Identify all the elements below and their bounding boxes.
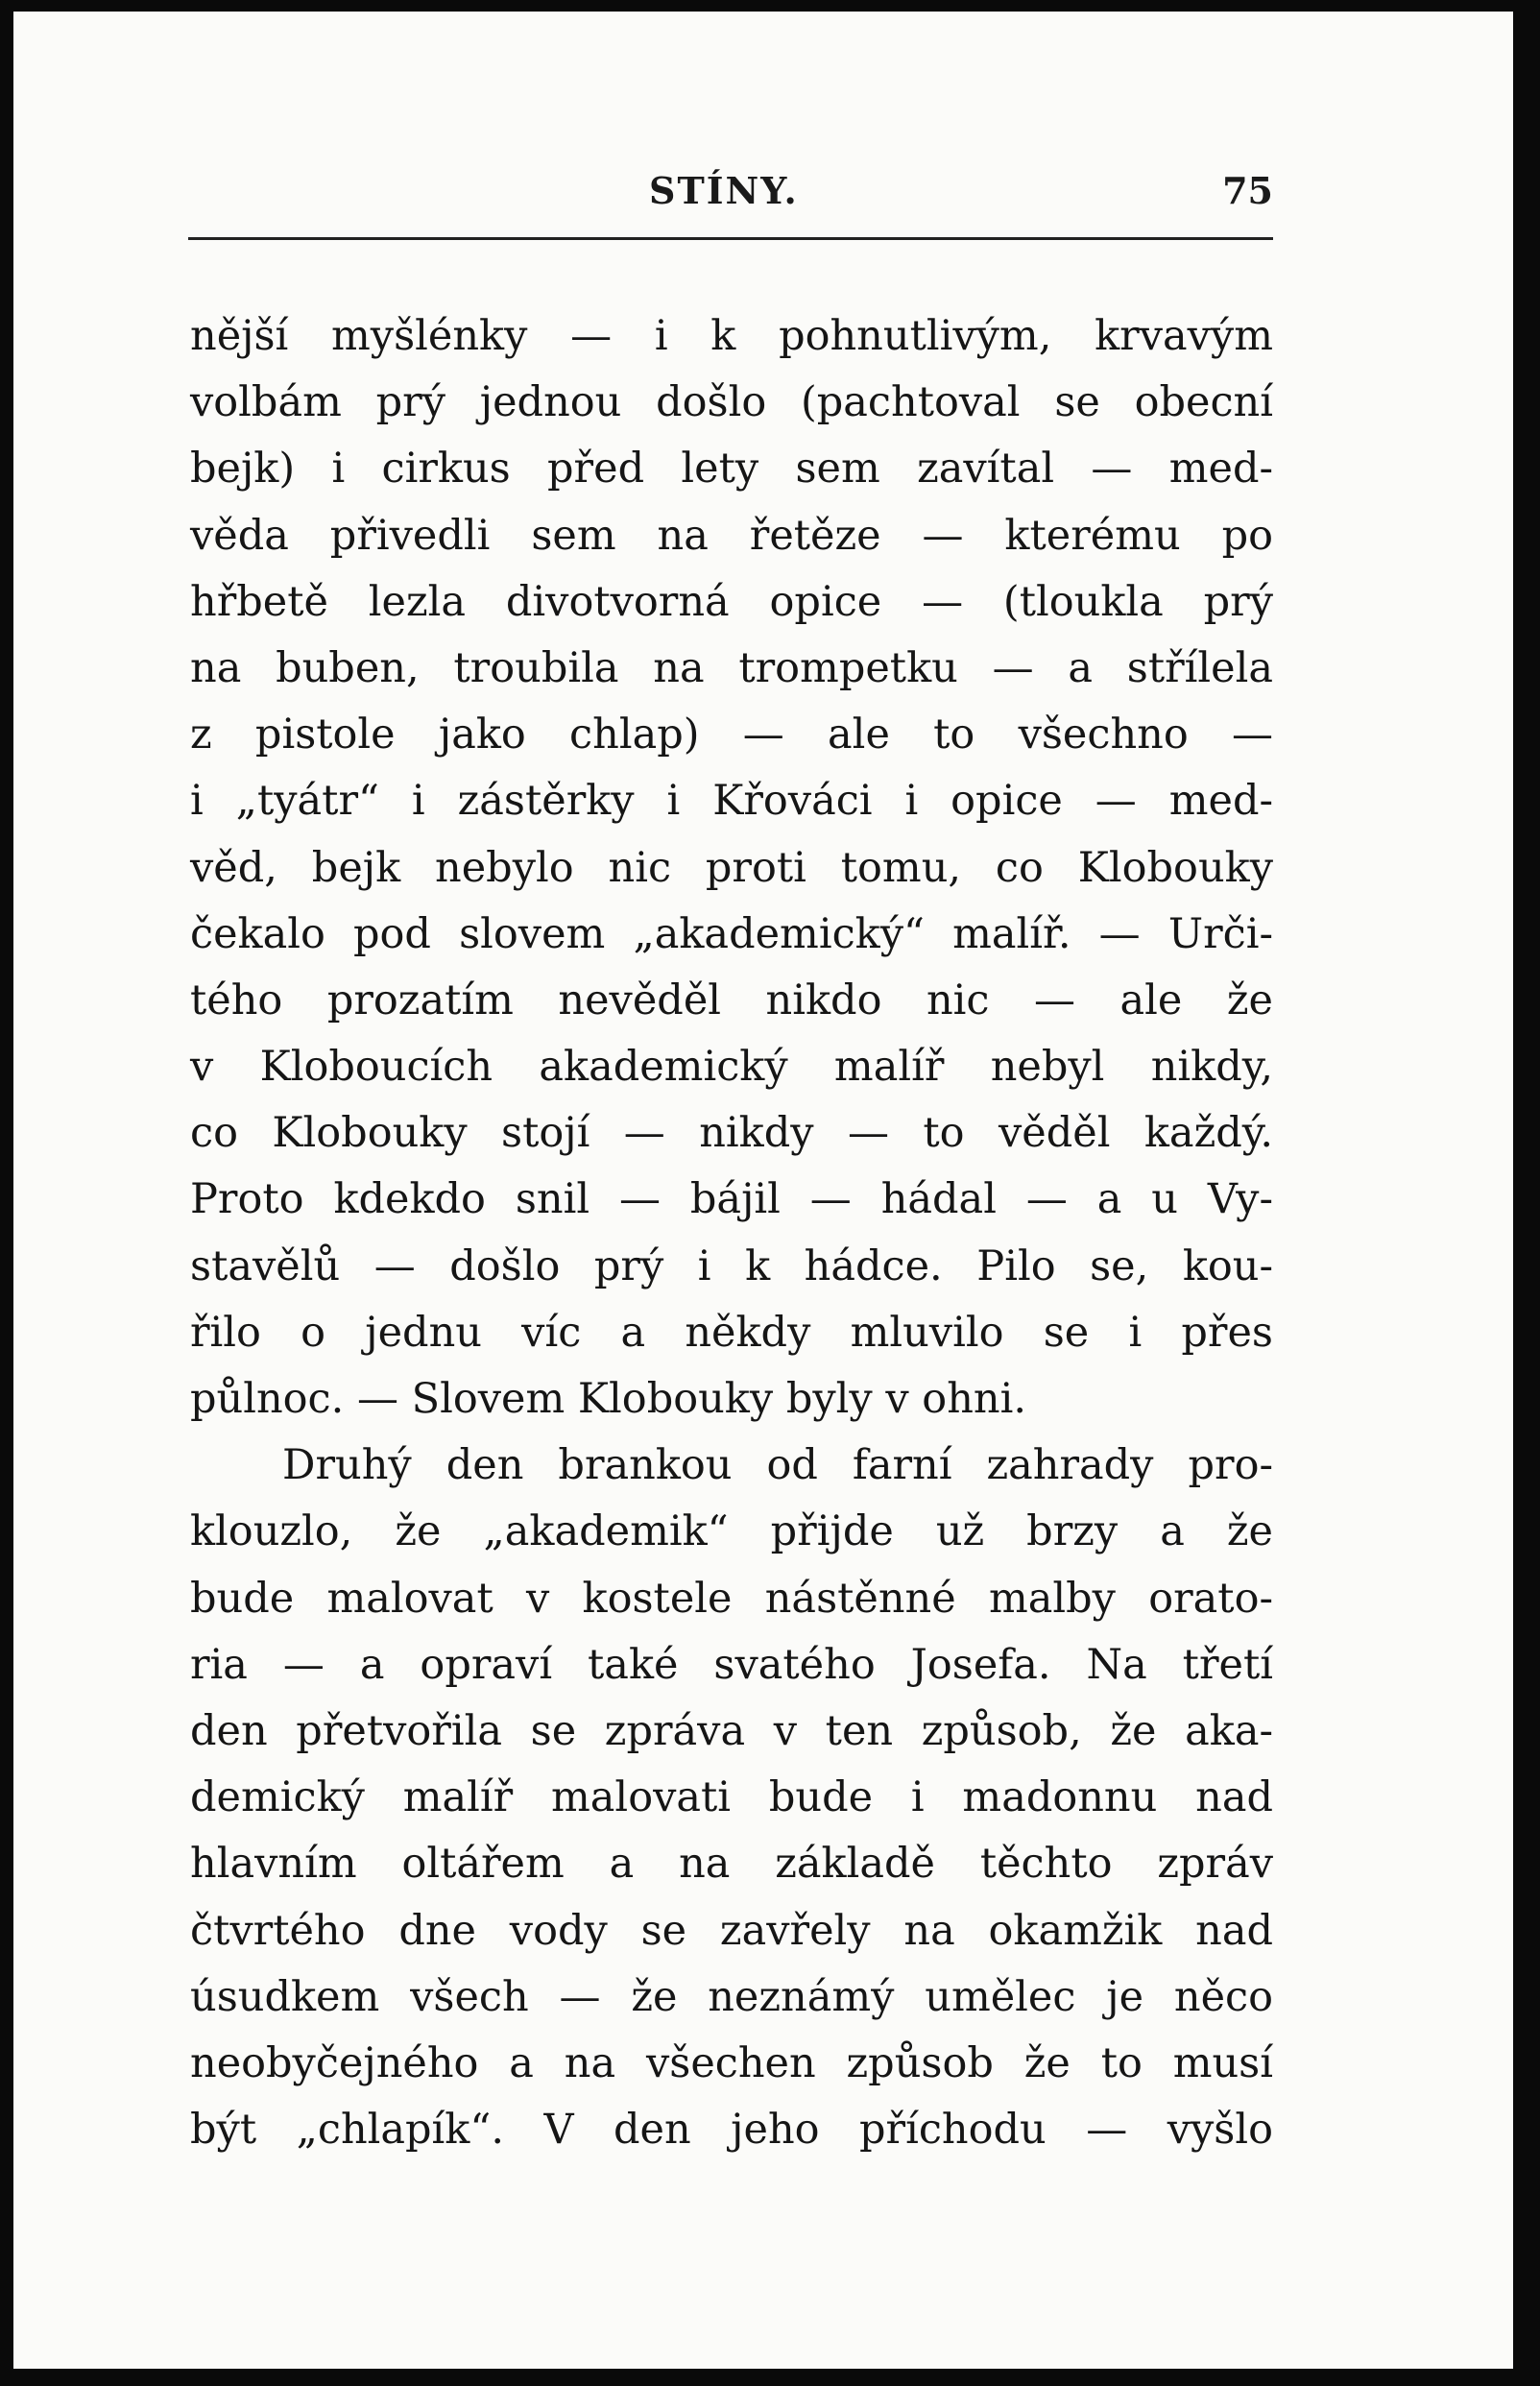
page-number: 75 [1222, 169, 1273, 212]
text-line: ria — a opraví také svatého Josefa. Na třetí [190, 1640, 1273, 1689]
text-line: bude malovat v kostele nástěnné malby orato- [190, 1574, 1273, 1623]
text-line: co Klobouky stojí — nikdy — to věděl každý. [190, 1109, 1273, 1158]
text-line: čtvrtého dne vody se zavřely na okamžik nad [190, 1906, 1273, 1955]
running-title: STÍNY. [649, 169, 799, 212]
header-rule [188, 237, 1273, 240]
text-line: demický malíř malovati bude i madonnu nad [190, 1773, 1273, 1822]
text-line: i „tyátr“ i zástěrky i Křováci i opice — med- [190, 777, 1273, 826]
text-line: klouzlo, že „akademik“ přijde už brzy a že [190, 1507, 1273, 1556]
body-text [190, 303, 1273, 2163]
text-line: volbám prý jednou došlo (pachtoval se obecní [190, 378, 1273, 427]
text-line: řilo o jednu víc a někdy mluvilo se i přes [190, 1308, 1273, 1357]
text-line: stavělů — došlo prý i k hádce. Pilo se, kou- [190, 1241, 1273, 1290]
page-header [188, 169, 1273, 227]
text-line: neobyčejného a na všechen způsob že to musí [190, 2038, 1273, 2087]
text-line: tého prozatím nevěděl nikdo nic — ale že [190, 976, 1273, 1024]
text-line: věda přivedli sem na řetěze — kterému po [190, 511, 1273, 560]
text-line: hlavním oltářem a na základě těchto zpráv [190, 1840, 1273, 1889]
text-line: z pistole jako chlap) — ale to všechno — [190, 711, 1273, 759]
text-line: čekalo pod slovem „akademický“ malíř. — Urči- [190, 909, 1273, 958]
text-line: bejk) i cirkus před lety sem zavítal — med- [190, 445, 1273, 494]
text-line: nější myšlénky — i k pohnutlivým, krvavým [190, 312, 1273, 360]
text-line: na buben, troubila na trompetku — a střílela [190, 643, 1273, 692]
text-line: hřbetě lezla divotvorná opice — (tloukla prý [190, 577, 1273, 626]
text-line: věd, bejk nebylo nic proti tomu, co Klobouky [190, 843, 1273, 892]
paragraph-end-line: půlnoc. — Slovem Klobouky byly v ohni. [190, 1375, 1027, 1423]
text-line: Proto kdekdo snil — bájil — hádal — a u Vy- [190, 1175, 1273, 1224]
text-line: den přetvořila se zpráva v ten způsob, že aka- [190, 1706, 1273, 1755]
paragraph-start-line: Druhý den brankou od farní zahrady pro- [282, 1441, 1273, 1490]
text-line: úsudkem všech — že neznámý umělec je něco [190, 1972, 1273, 2021]
text-line: v Kloboucích akademický malíř nebyl nikdy, [190, 1043, 1273, 1092]
text-line: být „chlapík“. V den jeho příchodu — vyšlo [190, 2106, 1273, 2155]
